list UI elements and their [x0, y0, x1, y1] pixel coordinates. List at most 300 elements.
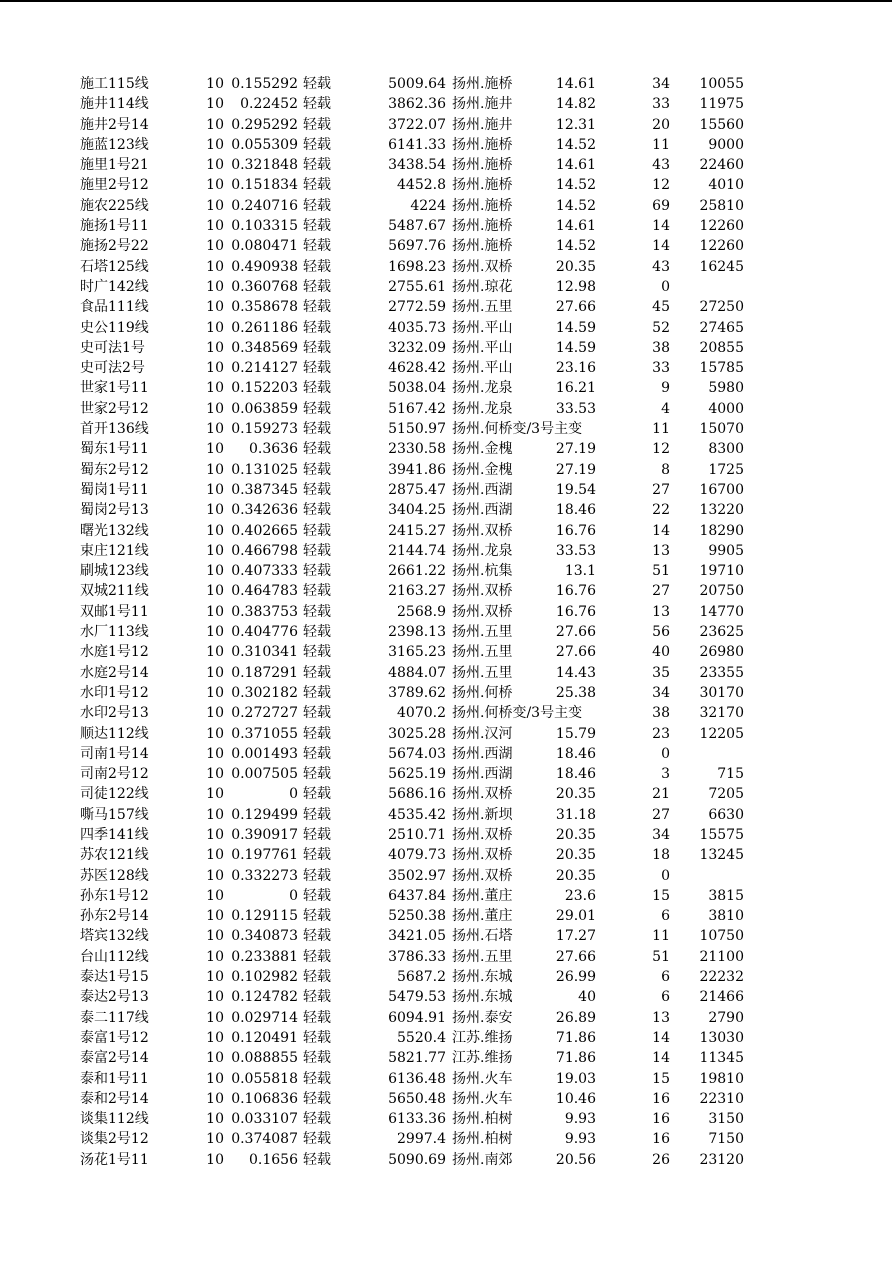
- load-rate-cell: 0.360768: [231, 278, 298, 295]
- substation-cell: 扬州.施桥: [452, 177, 513, 194]
- load-status-cell: 轻载: [303, 1131, 331, 1148]
- load-rate-cell: 0.3636: [249, 441, 298, 458]
- main-transformer-rate-cell: 27.66: [530, 642, 596, 662]
- table-row: [0, 419, 892, 439]
- main-transformer-rate-cell: 15.79: [530, 724, 596, 744]
- user-count-cell: 34: [652, 76, 670, 92]
- voltage-cell: 10: [206, 1029, 224, 1046]
- load-status-cell: 轻载: [303, 76, 331, 92]
- capacity-margin-cell: 3404.25: [388, 502, 446, 519]
- voltage-cell: 10: [206, 360, 224, 377]
- capacity-margin-cell: 3165.23: [388, 644, 446, 661]
- capacity-cell: 3815: [708, 887, 744, 904]
- load-rate-cell: 0.120491: [231, 1029, 298, 1046]
- voltage-cell: 10: [206, 461, 224, 478]
- capacity-margin-cell: 5520.4: [397, 1029, 446, 1046]
- main-transformer-rate-cell: 26.99: [530, 967, 596, 987]
- line-name-cell: 泰达1号15: [80, 969, 149, 986]
- load-status-cell: 轻载: [303, 745, 331, 762]
- user-count-cell: 33: [652, 360, 670, 377]
- capacity-cell: 19710: [699, 563, 744, 580]
- load-rate-cell: 0.029714: [231, 1009, 298, 1026]
- line-name-cell: 苏医128线: [80, 867, 149, 884]
- capacity-margin-cell: 6094.91: [388, 1009, 446, 1026]
- line-name-cell: 施井2号14: [80, 116, 149, 133]
- load-status-cell: 轻载: [303, 908, 331, 925]
- load-status-cell: 轻载: [303, 705, 331, 722]
- table-row: [0, 94, 892, 114]
- user-count-cell: 56: [652, 624, 670, 641]
- user-count-cell: 16: [652, 1131, 670, 1148]
- load-rate-cell: 0.348569: [231, 339, 298, 356]
- load-rate-cell: 0.407333: [231, 563, 298, 580]
- table-row: [0, 805, 892, 825]
- user-count-cell: 14: [652, 218, 670, 235]
- user-count-cell: 4: [661, 400, 670, 417]
- load-status-cell: 轻载: [303, 116, 331, 133]
- substation-cell: 扬州.石塔: [452, 928, 513, 945]
- line-name-cell: 孙东1号12: [80, 887, 149, 904]
- capacity-margin-cell: 2144.74: [388, 542, 446, 559]
- load-status-cell: 轻载: [303, 867, 331, 884]
- main-transformer-rate-cell: 20.35: [530, 784, 596, 804]
- main-transformer-rate-cell: 14.61: [530, 155, 596, 175]
- table-row: [0, 602, 892, 622]
- substation-cell: 扬州.双桥: [452, 867, 513, 884]
- main-transformer-rate-cell: 25.38: [530, 683, 596, 703]
- table-row: [0, 480, 892, 500]
- main-transformer-rate-cell: 27.66: [530, 297, 596, 317]
- capacity-margin-cell: 6136.48: [388, 1070, 446, 1087]
- load-status-cell: 轻载: [303, 725, 331, 742]
- table-row: [0, 1028, 892, 1048]
- table-row: [0, 399, 892, 419]
- table-row: [0, 74, 892, 94]
- main-transformer-rate-cell: 23.16: [530, 358, 596, 378]
- main-transformer-rate-cell: 33.53: [530, 541, 596, 561]
- load-status-cell: 轻载: [303, 481, 331, 498]
- user-count-cell: 43: [652, 258, 670, 275]
- user-count-cell: 51: [652, 563, 670, 580]
- user-count-cell: 52: [652, 319, 670, 336]
- substation-cell: 扬州.西湖: [452, 481, 513, 498]
- voltage-cell: 10: [206, 847, 224, 864]
- user-count-cell: 35: [652, 664, 670, 681]
- table-row: [0, 967, 892, 987]
- capacity-cell: 15575: [699, 826, 744, 843]
- user-count-cell: 9: [661, 380, 670, 397]
- capacity-cell: 27250: [699, 299, 744, 316]
- user-count-cell: 26: [652, 1151, 670, 1168]
- capacity-margin-cell: 6141.33: [388, 136, 446, 153]
- capacity-cell: 16700: [699, 481, 744, 498]
- line-name-cell: 水庭2号14: [80, 664, 149, 681]
- capacity-margin-cell: 5479.53: [388, 989, 446, 1006]
- user-count-cell: 16: [652, 1111, 670, 1128]
- line-name-cell: 水印1号12: [80, 684, 149, 701]
- main-transformer-rate-cell: 14.59: [530, 318, 596, 338]
- table-row: [0, 257, 892, 277]
- substation-cell: 扬州.施桥: [452, 197, 513, 214]
- load-status-cell: 轻载: [303, 360, 331, 377]
- user-count-cell: 6: [661, 969, 670, 986]
- capacity-cell: 5980: [708, 380, 744, 397]
- substation-cell: 扬州.龙泉: [452, 542, 513, 559]
- load-rate-cell: 0.295292: [231, 116, 298, 133]
- user-count-cell: 27: [652, 481, 670, 498]
- line-name-cell: 泰二117线: [80, 1009, 149, 1026]
- capacity-cell: 26980: [699, 644, 744, 661]
- load-status-cell: 轻载: [303, 583, 331, 600]
- user-count-cell: 8: [661, 461, 670, 478]
- voltage-cell: 10: [206, 258, 224, 275]
- main-transformer-rate-cell: 14.43: [530, 663, 596, 683]
- substation-cell: 扬州.双桥: [452, 522, 513, 539]
- capacity-margin-cell: 5150.97: [388, 421, 446, 438]
- voltage-cell: 10: [206, 1070, 224, 1087]
- capacity-cell: 15560: [699, 116, 744, 133]
- main-transformer-rate-cell: 14.61: [530, 74, 596, 94]
- load-status-cell: 轻载: [303, 197, 331, 214]
- load-rate-cell: 0.466798: [231, 542, 298, 559]
- spreadsheet-table: [0, 74, 892, 1170]
- capacity-cell: 18290: [699, 522, 744, 539]
- capacity-cell: 9000: [708, 136, 744, 153]
- line-name-cell: 双城211线: [80, 583, 149, 600]
- load-rate-cell: 0.131025: [231, 461, 298, 478]
- main-transformer-rate-cell: 16.76: [530, 521, 596, 541]
- load-status-cell: 轻载: [303, 218, 331, 235]
- user-count-cell: 11: [652, 928, 670, 945]
- table-row: [0, 703, 892, 723]
- substation-cell: 扬州.平山: [452, 360, 513, 377]
- main-transformer-rate-cell: 18.46: [530, 764, 596, 784]
- user-count-cell: 0: [661, 867, 670, 884]
- main-transformer-rate-cell: 14.52: [530, 196, 596, 216]
- voltage-cell: 10: [206, 421, 224, 438]
- load-status-cell: 轻载: [303, 299, 331, 316]
- substation-cell: 扬州.双桥: [452, 583, 513, 600]
- table-row: [0, 338, 892, 358]
- load-status-cell: 轻载: [303, 502, 331, 519]
- line-name-cell: 泰达2号13: [80, 989, 149, 1006]
- table-row: [0, 825, 892, 845]
- table-row: [0, 277, 892, 297]
- table-row: [0, 987, 892, 1007]
- capacity-margin-cell: 4628.42: [388, 360, 446, 377]
- load-status-cell: 轻载: [303, 400, 331, 417]
- substation-cell: 扬州.双桥: [452, 603, 513, 620]
- line-name-cell: 首开136线: [80, 421, 149, 438]
- user-count-cell: 51: [652, 948, 670, 965]
- load-rate-cell: 0.080471: [231, 238, 298, 255]
- voltage-cell: 10: [206, 1050, 224, 1067]
- table-row: [0, 175, 892, 195]
- capacity-cell: 12205: [699, 725, 744, 742]
- table-row: [0, 1008, 892, 1028]
- capacity-cell: 11345: [699, 1050, 744, 1067]
- capacity-margin-cell: 6437.84: [388, 887, 446, 904]
- user-count-cell: 14: [652, 522, 670, 539]
- line-name-cell: 时广142线: [80, 278, 149, 295]
- capacity-margin-cell: 2755.61: [388, 278, 446, 295]
- load-rate-cell: 0.187291: [231, 664, 298, 681]
- substation-cell: 扬州.西湖: [452, 745, 513, 762]
- line-name-cell: 水厂113线: [80, 624, 149, 641]
- capacity-margin-cell: 3786.33: [388, 948, 446, 965]
- main-transformer-rate-cell: 14.61: [530, 216, 596, 236]
- load-rate-cell: 0.155292: [231, 76, 298, 92]
- user-count-cell: 3: [661, 766, 670, 783]
- substation-cell: 扬州.施井: [452, 116, 513, 133]
- capacity-cell: 7205: [708, 786, 744, 803]
- table-row: [0, 1048, 892, 1068]
- table-row: [0, 155, 892, 175]
- capacity-margin-cell: 3421.05: [388, 928, 446, 945]
- main-transformer-rate-cell: 20.35: [530, 845, 596, 865]
- load-status-cell: 轻载: [303, 644, 331, 661]
- capacity-margin-cell: 3722.07: [388, 116, 446, 133]
- main-transformer-rate-cell: 71.86: [530, 1048, 596, 1068]
- voltage-cell: 10: [206, 481, 224, 498]
- load-rate-cell: 0.033107: [231, 1111, 298, 1128]
- table-row: [0, 724, 892, 744]
- main-transformer-rate-cell: 14.59: [530, 338, 596, 358]
- capacity-cell: 7150: [708, 1131, 744, 1148]
- user-count-cell: 34: [652, 826, 670, 843]
- voltage-cell: 10: [206, 278, 224, 295]
- main-transformer-rate-cell: 14.82: [530, 94, 596, 114]
- voltage-cell: 10: [206, 989, 224, 1006]
- capacity-margin-cell: 4070.2: [397, 705, 446, 722]
- substation-cell: 扬州.金槐: [452, 441, 513, 458]
- load-status-cell: 轻载: [303, 1029, 331, 1046]
- load-rate-cell: 0.063859: [231, 400, 298, 417]
- substation-cell: 扬州.南郊: [452, 1151, 513, 1168]
- load-status-cell: 轻载: [303, 380, 331, 397]
- line-name-cell: 施蓝123线: [80, 136, 149, 153]
- load-status-cell: 轻载: [303, 1111, 331, 1128]
- load-rate-cell: 0.464783: [231, 583, 298, 600]
- table-row: [0, 1069, 892, 1089]
- substation-cell: 扬州.龙泉: [452, 400, 513, 417]
- capacity-margin-cell: 5625.19: [388, 766, 446, 783]
- capacity-cell: 9905: [708, 542, 744, 559]
- load-status-cell: 轻载: [303, 339, 331, 356]
- user-count-cell: 69: [652, 197, 670, 214]
- capacity-margin-cell: 5487.67: [388, 218, 446, 235]
- line-name-cell: 孙东2号14: [80, 908, 149, 925]
- capacity-margin-cell: 5167.42: [388, 400, 446, 417]
- load-rate-cell: 0.321848: [231, 157, 298, 174]
- line-name-cell: 曙光132线: [80, 522, 149, 539]
- capacity-cell: 20855: [699, 339, 744, 356]
- capacity-margin-cell: 4884.07: [388, 664, 446, 681]
- substation-cell: 扬州.董庄: [452, 887, 513, 904]
- load-status-cell: 轻载: [303, 1050, 331, 1067]
- capacity-cell: 21466: [699, 989, 744, 1006]
- user-count-cell: 38: [652, 705, 670, 722]
- table-row: [0, 521, 892, 541]
- user-count-cell: 33: [652, 96, 670, 113]
- capacity-cell: 13030: [699, 1029, 744, 1046]
- capacity-margin-cell: 5009.64: [388, 76, 446, 92]
- voltage-cell: 10: [206, 76, 224, 92]
- table-row: [0, 561, 892, 581]
- voltage-cell: 10: [206, 766, 224, 783]
- capacity-margin-cell: 4035.73: [388, 319, 446, 336]
- table-row: [0, 581, 892, 601]
- user-count-cell: 27: [652, 806, 670, 823]
- capacity-margin-cell: 4535.42: [388, 806, 446, 823]
- table-row: [0, 947, 892, 967]
- substation-cell: 扬州.火车: [452, 1070, 513, 1087]
- load-rate-cell: 0.402665: [231, 522, 298, 539]
- main-transformer-rate-cell: 14.52: [530, 175, 596, 195]
- substation-cell: 扬州.龙泉: [452, 380, 513, 397]
- main-transformer-rate-cell: 12.31: [530, 115, 596, 135]
- user-count-cell: 14: [652, 1029, 670, 1046]
- main-transformer-rate-cell: 17.27: [530, 926, 596, 946]
- line-name-cell: 食品111线: [80, 299, 149, 316]
- table-row: [0, 663, 892, 683]
- main-transformer-rate-cell: 40: [530, 987, 596, 1007]
- load-rate-cell: 0.261186: [231, 319, 298, 336]
- load-rate-cell: 0.358678: [231, 299, 298, 316]
- substation-cell: 扬州.施桥: [452, 76, 513, 92]
- capacity-margin-cell: 3025.28: [388, 725, 446, 742]
- line-name-cell: 水印2号13: [80, 705, 149, 722]
- table-row: [0, 642, 892, 662]
- main-transformer-rate-cell: 9.93: [530, 1129, 596, 1149]
- main-transformer-rate-cell: 16.76: [530, 602, 596, 622]
- table-row: [0, 135, 892, 155]
- user-count-cell: 23: [652, 725, 670, 742]
- load-rate-cell: 0.342636: [231, 502, 298, 519]
- load-status-cell: 轻载: [303, 96, 331, 113]
- line-name-cell: 施农225线: [80, 197, 149, 214]
- table-row: [0, 1129, 892, 1149]
- load-rate-cell: 0.214127: [231, 360, 298, 377]
- capacity-margin-cell: 3941.86: [388, 461, 446, 478]
- load-status-cell: 轻载: [303, 136, 331, 153]
- load-status-cell: 轻载: [303, 563, 331, 580]
- capacity-cell: 10750: [699, 928, 744, 945]
- main-transformer-rate-cell: 31.18: [530, 805, 596, 825]
- main-transformer-rate-cell: 16.76: [530, 581, 596, 601]
- capacity-cell: 23625: [699, 624, 744, 641]
- load-status-cell: 轻载: [303, 684, 331, 701]
- substation-cell: 扬州.施桥: [452, 136, 513, 153]
- capacity-cell: 15070: [699, 421, 744, 438]
- load-rate-cell: 0.310341: [231, 644, 298, 661]
- load-status-cell: 轻载: [303, 542, 331, 559]
- substation-cell: 扬州.董庄: [452, 908, 513, 925]
- capacity-cell: 12260: [699, 218, 744, 235]
- voltage-cell: 10: [206, 522, 224, 539]
- capacity-margin-cell: 2330.58: [388, 441, 446, 458]
- capacity-margin-cell: 5686.16: [388, 786, 446, 803]
- main-transformer-rate-cell: 20.56: [530, 1150, 596, 1170]
- voltage-cell: 10: [206, 177, 224, 194]
- voltage-cell: 10: [206, 157, 224, 174]
- table-row: [0, 460, 892, 480]
- capacity-margin-cell: 5038.04: [388, 380, 446, 397]
- user-count-cell: 14: [652, 238, 670, 255]
- substation-cell: 扬州.何桥变/3号主变: [452, 421, 583, 438]
- load-rate-cell: 0.088855: [231, 1050, 298, 1067]
- voltage-cell: 10: [206, 542, 224, 559]
- capacity-margin-cell: 2415.27: [388, 522, 446, 539]
- substation-cell: 扬州.东城: [452, 989, 513, 1006]
- load-rate-cell: 0.151834: [231, 177, 298, 194]
- capacity-margin-cell: 4452.8: [397, 177, 446, 194]
- capacity-margin-cell: 2875.47: [388, 481, 446, 498]
- user-count-cell: 40: [652, 644, 670, 661]
- main-transformer-rate-cell: 18.46: [530, 744, 596, 764]
- main-transformer-rate-cell: 20.35: [530, 257, 596, 277]
- voltage-cell: 10: [206, 502, 224, 519]
- capacity-cell: 25810: [699, 197, 744, 214]
- user-count-cell: 20: [652, 116, 670, 133]
- substation-cell: 扬州.汉河: [452, 725, 513, 742]
- line-name-cell: 台山112线: [80, 948, 149, 965]
- voltage-cell: 10: [206, 684, 224, 701]
- user-count-cell: 15: [652, 887, 670, 904]
- capacity-margin-cell: 3789.62: [388, 684, 446, 701]
- load-rate-cell: 0.22452: [240, 96, 298, 113]
- load-status-cell: 轻载: [303, 847, 331, 864]
- voltage-cell: 10: [206, 583, 224, 600]
- voltage-cell: 10: [206, 1009, 224, 1026]
- voltage-cell: 10: [206, 705, 224, 722]
- load-status-cell: 轻载: [303, 624, 331, 641]
- load-rate-cell: 0.129499: [231, 806, 298, 823]
- load-status-cell: 轻载: [303, 258, 331, 275]
- voltage-cell: 10: [206, 887, 224, 904]
- substation-cell: 扬州.双桥: [452, 826, 513, 843]
- main-transformer-rate-cell: 19.54: [530, 480, 596, 500]
- line-name-cell: 施井114线: [80, 96, 149, 113]
- load-status-cell: 轻载: [303, 786, 331, 803]
- line-name-cell: 施扬2号22: [80, 238, 149, 255]
- voltage-cell: 10: [206, 197, 224, 214]
- line-name-cell: 泰富1号12: [80, 1029, 149, 1046]
- substation-cell: 扬州.双桥: [452, 258, 513, 275]
- voltage-cell: 10: [206, 664, 224, 681]
- main-transformer-rate-cell: 14.52: [530, 135, 596, 155]
- load-status-cell: 轻载: [303, 603, 331, 620]
- substation-cell: 扬州.西湖: [452, 502, 513, 519]
- substation-cell: 扬州.柏树: [452, 1131, 513, 1148]
- line-name-cell: 史可法1号: [80, 339, 145, 356]
- voltage-cell: 10: [206, 319, 224, 336]
- capacity-cell: 3810: [708, 908, 744, 925]
- load-status-cell: 轻载: [303, 887, 331, 904]
- substation-cell: 扬州.施桥: [452, 157, 513, 174]
- voltage-cell: 10: [206, 928, 224, 945]
- capacity-cell: 20750: [699, 583, 744, 600]
- capacity-cell: 16245: [699, 258, 744, 275]
- substation-cell: 扬州.杭集: [452, 563, 513, 580]
- table-row: [0, 886, 892, 906]
- load-rate-cell: 0.340873: [231, 928, 298, 945]
- main-transformer-rate-cell: 27.66: [530, 622, 596, 642]
- load-rate-cell: 0.374087: [231, 1131, 298, 1148]
- table-row: [0, 297, 892, 317]
- substation-cell: 扬州.五里: [452, 664, 513, 681]
- user-count-cell: 13: [652, 542, 670, 559]
